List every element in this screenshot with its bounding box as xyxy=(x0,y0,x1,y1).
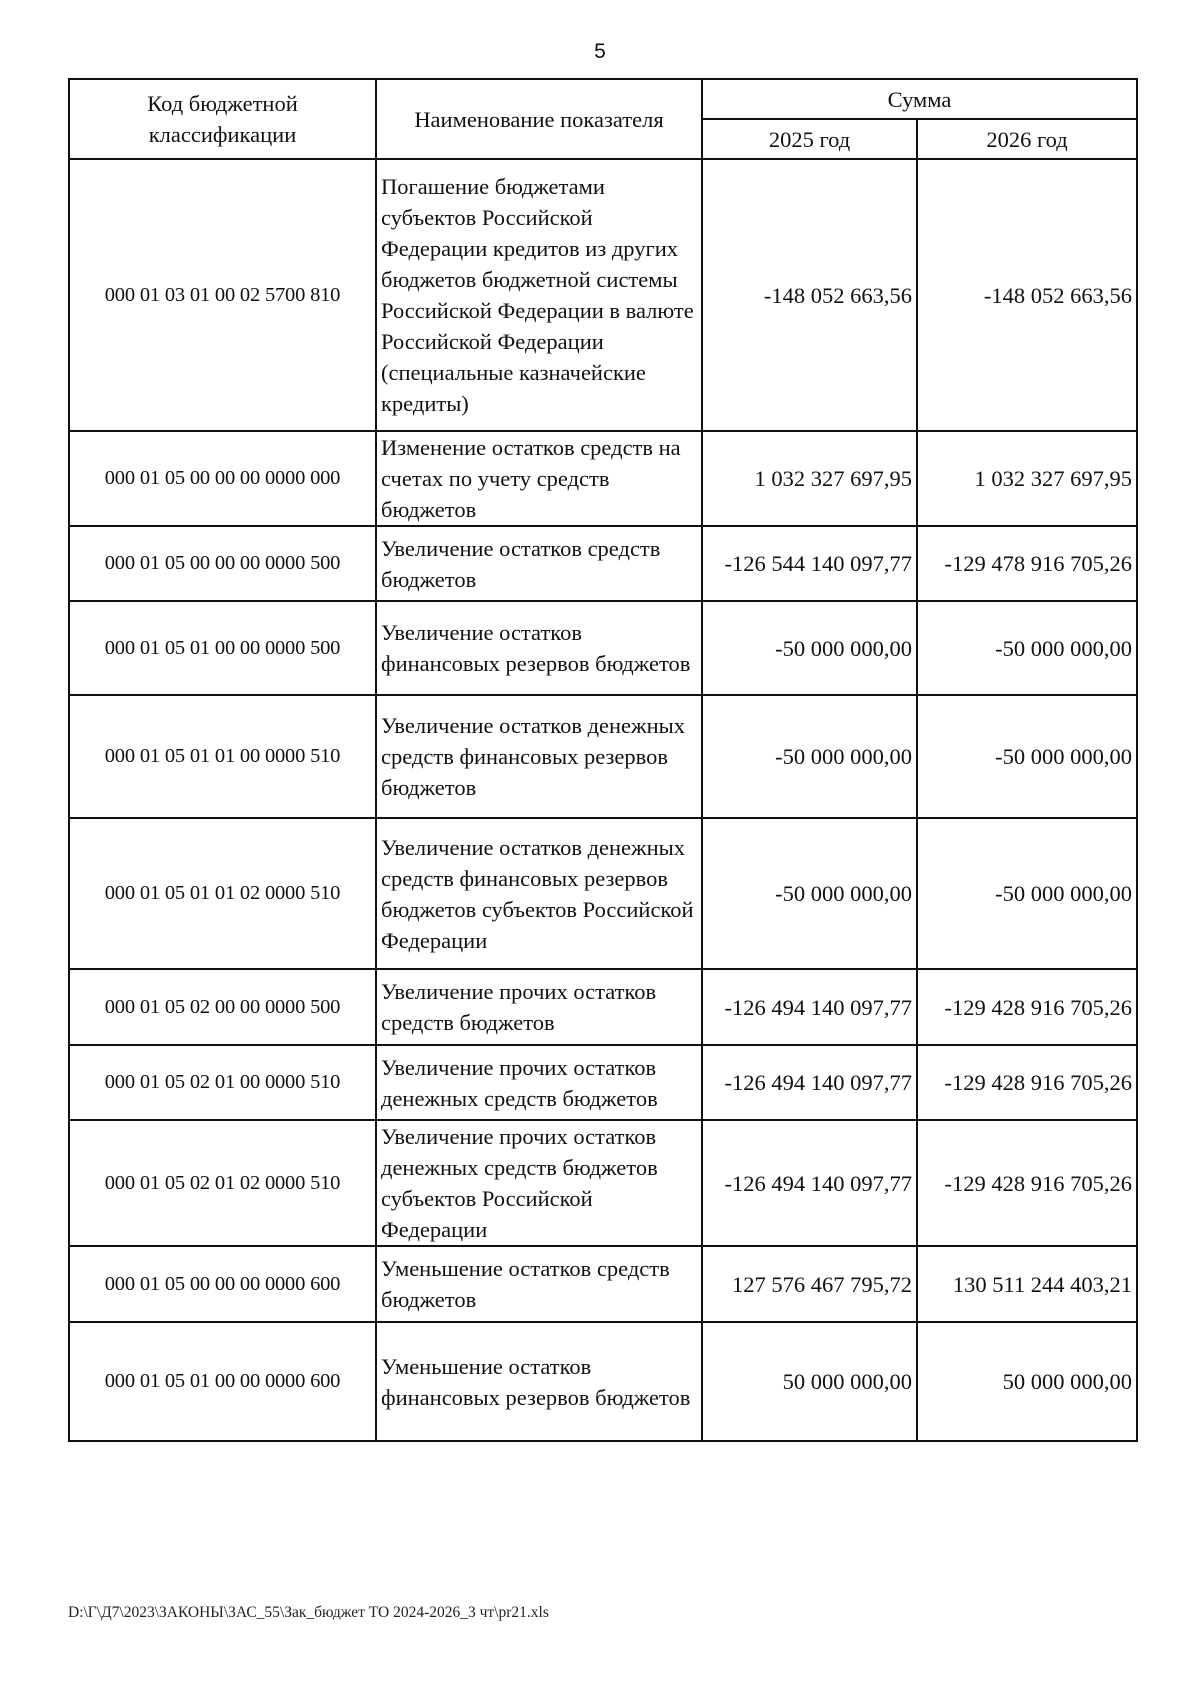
amount-2026: -50 000 000,00 xyxy=(917,695,1137,818)
table-row xyxy=(69,159,1137,431)
amount-2026: -50 000 000,00 xyxy=(917,818,1137,969)
indicator-name: Погашение бюджетами субъектов Российской Федерации кредитов из других бюджетов бюджетной системы Российской Федерации в валюте Российской Федерации (специальные казначейские кредиты) xyxy=(376,159,702,431)
amount-2026: 50 000 000,00 xyxy=(917,1322,1137,1441)
amount-2025: 1 032 327 697,95 xyxy=(702,431,917,526)
amount-2026: 1 032 327 697,95 xyxy=(917,431,1137,526)
table-row xyxy=(69,1045,1137,1120)
header-row xyxy=(69,79,1137,119)
budget-code: 000 01 05 00 00 00 0000 500 xyxy=(69,526,376,601)
table-row xyxy=(69,1120,1137,1246)
amount-2026: -129 478 916 705,26 xyxy=(917,526,1137,601)
budget-code: 000 01 05 00 00 00 0000 600 xyxy=(69,1246,376,1322)
indicator-name: Увеличение прочих остатков денежных средств бюджетов xyxy=(376,1045,702,1120)
amount-2026: -50 000 000,00 xyxy=(917,601,1137,695)
page-number: 5 xyxy=(594,40,606,63)
table-row xyxy=(69,969,1137,1045)
budget-code: 000 01 05 02 00 00 0000 500 xyxy=(69,969,376,1045)
indicator-name: Уменьшение остатков финансовых резервов бюджетов xyxy=(376,1322,702,1441)
amount-2025: 127 576 467 795,72 xyxy=(702,1246,917,1322)
table-row xyxy=(69,431,1137,526)
indicator-name: Увеличение прочих остатков денежных средств бюджетов субъектов Российской Федерации xyxy=(376,1120,702,1246)
budget-table xyxy=(68,78,1138,1442)
indicator-name: Увеличение прочих остатков средств бюджетов xyxy=(376,969,702,1045)
table-row xyxy=(69,695,1137,818)
indicator-name: Увеличение остатков средств бюджетов xyxy=(376,526,702,601)
header-year-2026: 2026 год xyxy=(917,119,1137,159)
budget-code: 000 01 05 01 01 00 0000 510 xyxy=(69,695,376,818)
table-row xyxy=(69,1322,1137,1441)
amount-2026: -148 052 663,56 xyxy=(917,159,1137,431)
amount-2026: 130 511 244 403,21 xyxy=(917,1246,1137,1322)
budget-code: 000 01 05 02 01 00 0000 510 xyxy=(69,1045,376,1120)
indicator-name: Увеличение остатков финансовых резервов бюджетов xyxy=(376,601,702,695)
table-row xyxy=(69,1246,1137,1322)
amount-2026: -129 428 916 705,26 xyxy=(917,1045,1137,1120)
budget-code: 000 01 03 01 00 02 5700 810 xyxy=(69,159,376,431)
amount-2025: 50 000 000,00 xyxy=(702,1322,917,1441)
amount-2025: -126 494 140 097,77 xyxy=(702,969,917,1045)
table-row xyxy=(69,818,1137,969)
amount-2026: -129 428 916 705,26 xyxy=(917,1120,1137,1246)
amount-2025: -50 000 000,00 xyxy=(702,818,917,969)
amount-2025: -50 000 000,00 xyxy=(702,695,917,818)
indicator-name: Увеличение остатков денежных средств финансовых резервов бюджетов xyxy=(376,695,702,818)
table-row xyxy=(69,601,1137,695)
budget-code: 000 01 05 01 01 02 0000 510 xyxy=(69,818,376,969)
file-path-footer: D:\Г\Д7\2023\ЗАКОНЫ\ЗАС_55\Зак_бюджет ТО 2024-2026_3 чт\pr21.xls xyxy=(68,1604,549,1621)
amount-2025: -126 544 140 097,77 xyxy=(702,526,917,601)
indicator-name: Изменение остатков средств на счетах по учету средств бюджетов xyxy=(376,431,702,526)
header-year-2025: 2025 год xyxy=(702,119,917,159)
budget-code: 000 01 05 01 00 00 0000 600 xyxy=(69,1322,376,1441)
header-name: Наименование показателя xyxy=(376,79,702,159)
table-row xyxy=(69,526,1137,601)
header-code: Код бюджетной классификации xyxy=(69,79,376,159)
header-sum: Сумма xyxy=(702,79,1137,119)
indicator-name: Увеличение остатков денежных средств финансовых резервов бюджетов субъектов Российской Федерации xyxy=(376,818,702,969)
budget-code: 000 01 05 02 01 02 0000 510 xyxy=(69,1120,376,1246)
amount-2025: -50 000 000,00 xyxy=(702,601,917,695)
amount-2025: -126 494 140 097,77 xyxy=(702,1120,917,1246)
indicator-name: Уменьшение остатков средств бюджетов xyxy=(376,1246,702,1322)
budget-code: 000 01 05 01 00 00 0000 500 xyxy=(69,601,376,695)
budget-code: 000 01 05 00 00 00 0000 000 xyxy=(69,431,376,526)
amount-2025: -126 494 140 097,77 xyxy=(702,1045,917,1120)
amount-2025: -148 052 663,56 xyxy=(702,159,917,431)
amount-2026: -129 428 916 705,26 xyxy=(917,969,1137,1045)
